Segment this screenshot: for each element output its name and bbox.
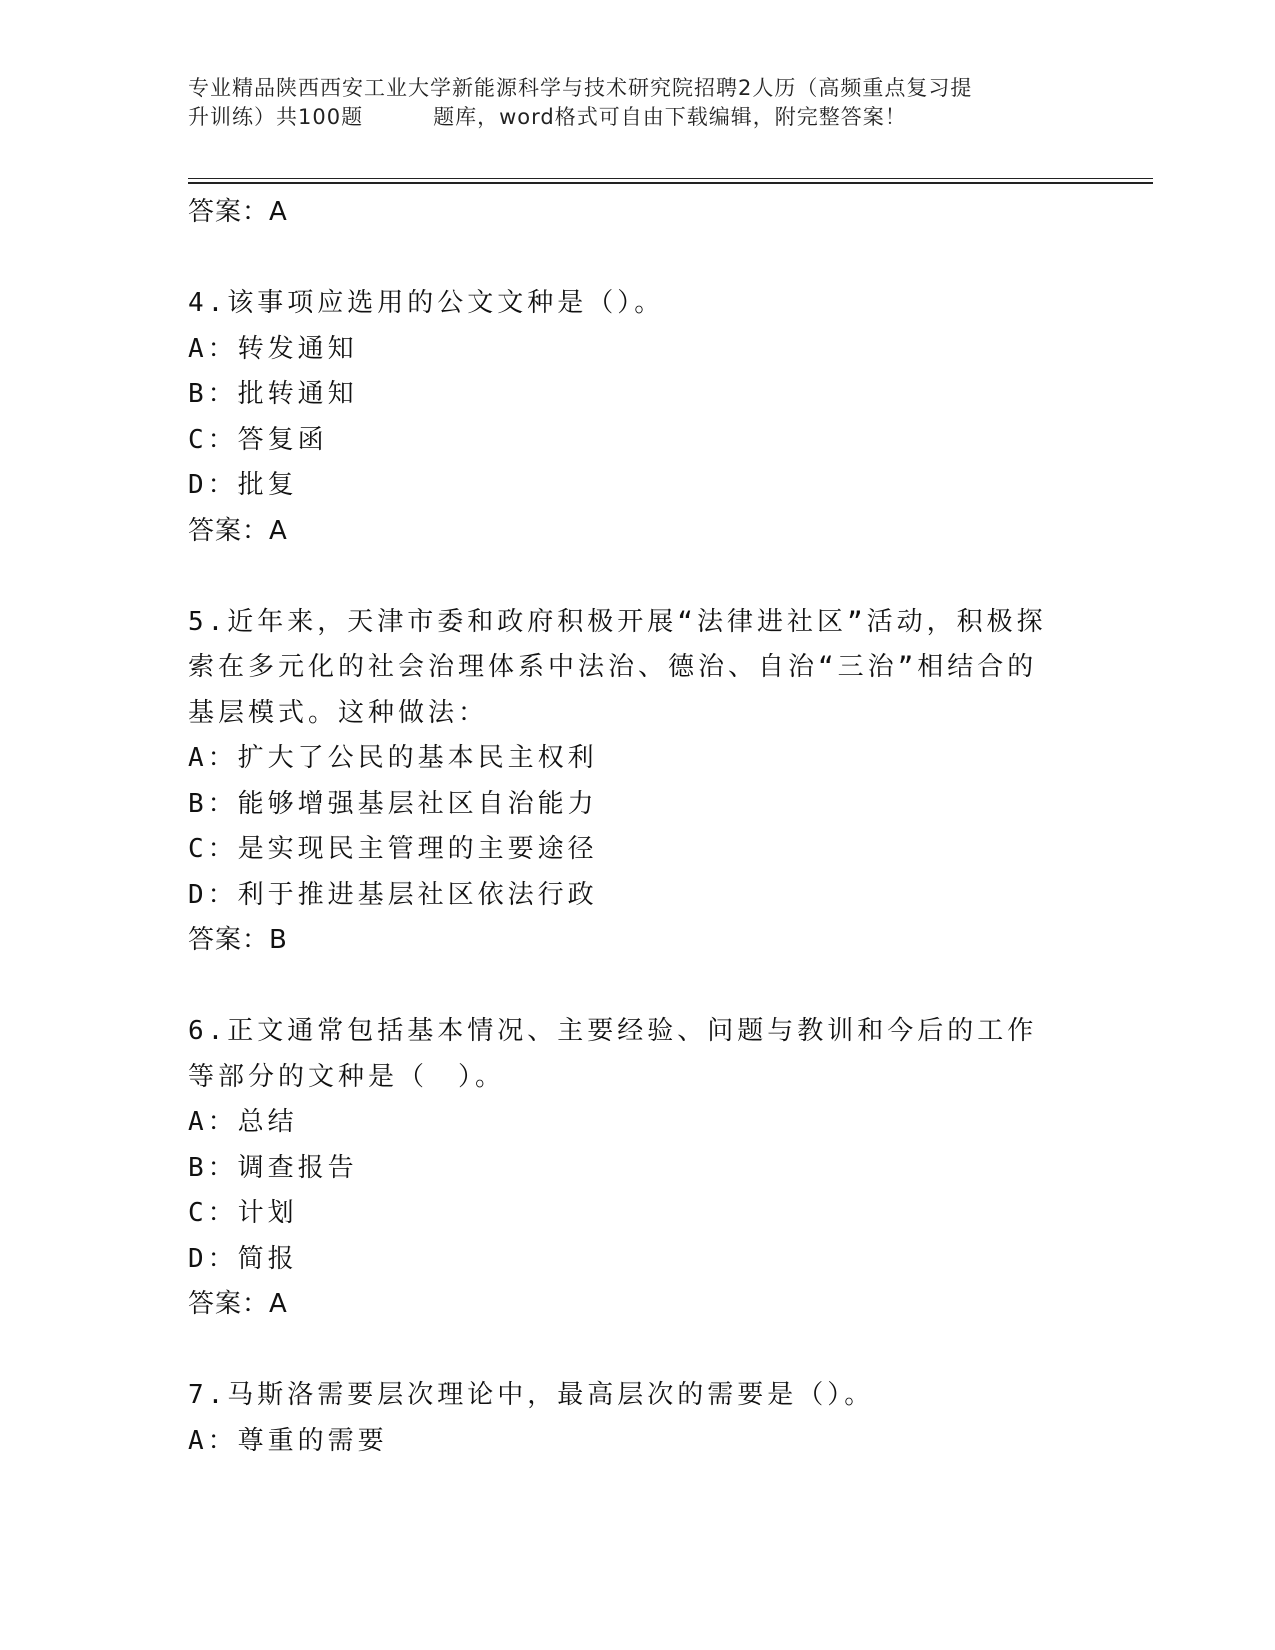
- option-d: D：简报: [188, 1243, 298, 1274]
- header-subtitle-right: 题库，word格式可自由下载编辑，附完整答案！: [433, 105, 907, 129]
- option-c: C：答复函: [188, 424, 328, 455]
- header-subtitle-line: [188, 103, 1088, 132]
- question-stem: 7.马斯洛需要层次理论中，最高层次的需要是（）。: [188, 1380, 875, 1410]
- document-body: [188, 190, 1088, 1464]
- option-d: D：批复: [188, 470, 298, 500]
- question-block: [188, 600, 1088, 964]
- header-divider-thin: [188, 178, 1153, 179]
- option-b: B：批转通知: [188, 379, 358, 409]
- option-d: D：利于推进基层社区依法行政: [188, 879, 598, 910]
- answer-line: 答案：B: [188, 925, 288, 955]
- header-subtitle-left: 升训练）共100题: [188, 105, 364, 129]
- option-a: A：尊重的需要: [188, 1425, 388, 1456]
- page-header: [188, 74, 1088, 132]
- option-a: A：转发通知: [188, 333, 358, 364]
- answer-line: 答案：A: [188, 515, 288, 546]
- question-block: [188, 1373, 1088, 1464]
- question-stem: 4.该事项应选用的公文文种是（）。: [188, 288, 665, 318]
- question-block: [188, 1009, 1088, 1327]
- option-b: B：能够增强基层社区自治能力: [188, 788, 598, 819]
- option-c: C：是实现民主管理的主要途径: [188, 834, 598, 864]
- question-stem: 5.近年来，天津市委和政府积极开展“法律进社区”活动，积极探索在多元化的社会治理体系中法治、德治、自治“三治”相结合的基层模式。这种做法：: [188, 606, 1047, 728]
- option-a: A：总结: [188, 1107, 298, 1137]
- header-divider-thick: [188, 182, 1153, 184]
- question-stem: 6.正文通常包括基本情况、主要经验、问题与教训和今后的工作等部分的文种是（ ）。: [188, 1016, 1038, 1092]
- answer-line: 答案：A: [188, 1289, 288, 1319]
- question-block: [188, 281, 1088, 554]
- header-title-line: 专业精品陕西西安工业大学新能源科学与技术研究院招聘2人历（高频重点复习提: [188, 76, 973, 100]
- option-c: C：计划: [188, 1198, 298, 1228]
- option-b: B：调查报告: [188, 1152, 358, 1183]
- option-a: A：扩大了公民的基本民主权利: [188, 743, 598, 773]
- answer-line: 答案：A: [188, 197, 288, 227]
